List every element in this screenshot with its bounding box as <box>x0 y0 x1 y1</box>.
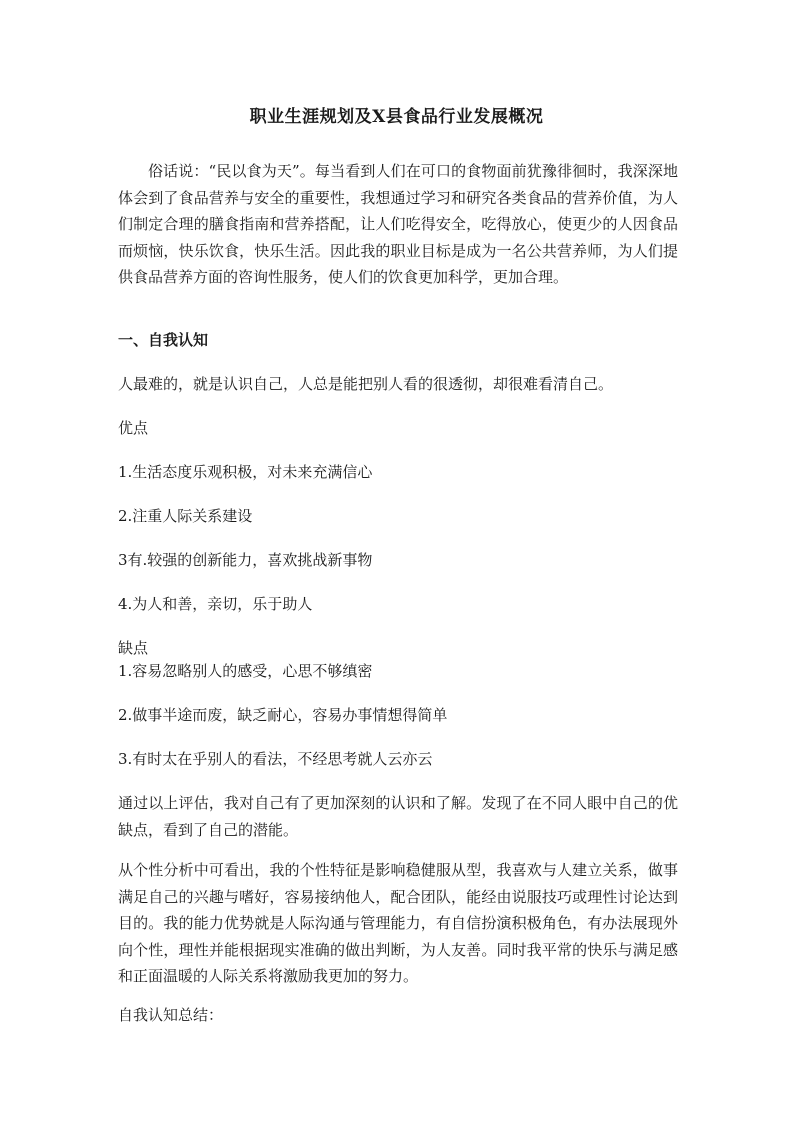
strengths-label: 优点 <box>118 419 149 437</box>
weaknesses-label: 缺点 <box>118 639 149 657</box>
strength-item-1: 1.生活态度乐观积极，对未来充满信心 <box>118 463 373 481</box>
weakness-item-1: 1.容易忽略别人的感受，心思不够缜密 <box>118 662 373 680</box>
self-intro-text: 人最难的，就是认识自己，人总是能把别人看的很透彻，却很难看清自己。 <box>118 375 614 393</box>
weakness-item-2: 2.做事半途而废，缺乏耐心，容易办事情想得简单 <box>118 706 448 724</box>
document-title: 职业生涯规划及X县食品行业发展概况 <box>249 107 544 127</box>
section-heading-self-cognition: 一、自我认知 <box>118 331 209 349</box>
summary-label: 自我认知总结： <box>118 1006 224 1024</box>
strength-item-2: 2.注重人际关系建设 <box>118 507 253 525</box>
weakness-item-3: 3.有时太在乎别人的看法，不经思考就人云亦云 <box>118 750 433 768</box>
strength-item-3: 3有.较强的创新能力，喜欢挑战新事物 <box>118 551 373 569</box>
personality-paragraph: 从个性分析中可看出，我的个性特征是影响稳健服从型，我喜欢与人建立关系，做事满足自己的兴趣与嗜好，容易接纳他人，配合团队，能经由说服技巧或理性讨论达到目的。我的能力优势就是人际沟通与管理能力，有自信扮演积极角色，有办法展现外向个性，理性并能根据现实准确的做出判断，为人友善。同时我平常的快乐与满足感和正面温暖的人际关系将激励我更加的努力。 <box>118 861 678 985</box>
evaluation-paragraph: 通过以上评估，我对自己有了更加深刻的认识和了解。发现了在不同人眼中自己的优缺点，看到了自己的潜能。 <box>118 794 678 839</box>
strength-item-4: 4.为人和善，亲切，乐于助人 <box>118 595 313 613</box>
intro-paragraph: 俗话说：“民以食为天”。每当看到人们在可口的食物面前犹豫徘徊时，我深深地体会到了食品营养与安全的重要性，我想通过学习和研究各类食品的营养价值，为人们制定合理的膳食指南和营养搭配，让人们吃得安全，吃得放心，使更少的人因食品而烦恼，快乐饮食，快乐生活。因此我的职业目标是成为一名公共营养师，为人们提供食品营养方面的咨询性服务，使人们的饮食更加科学，更加合理。 <box>118 162 678 286</box>
